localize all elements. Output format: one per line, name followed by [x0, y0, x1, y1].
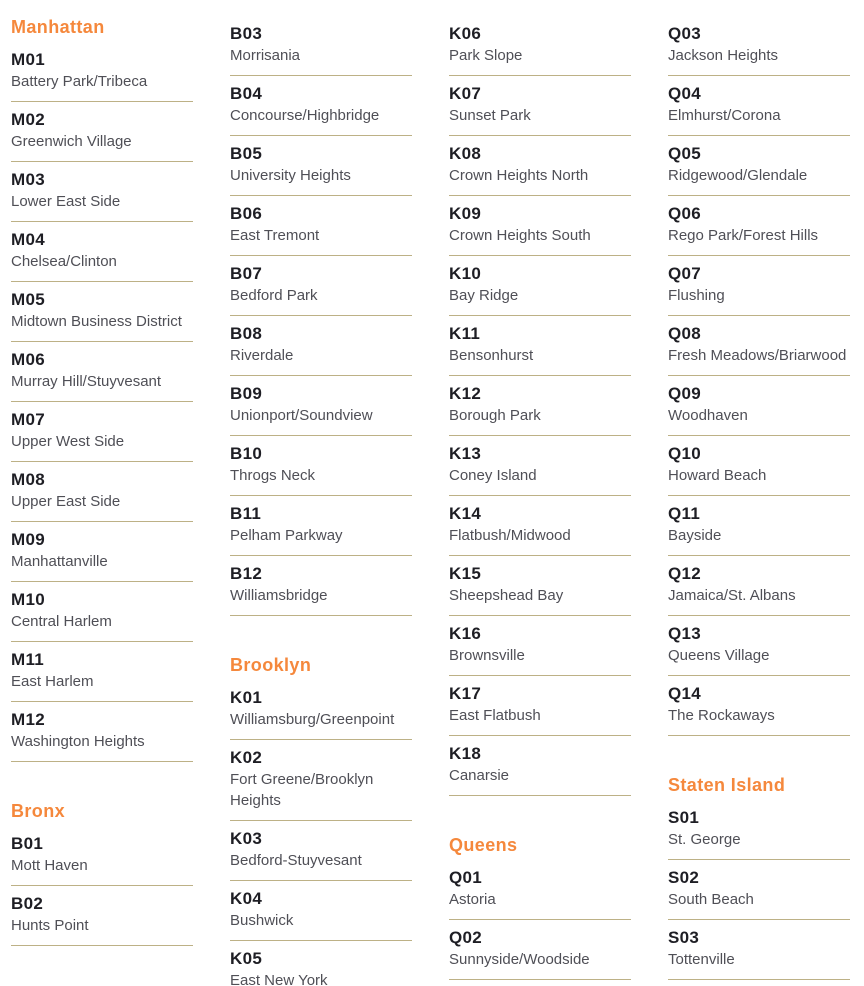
district-code: Q12 [668, 564, 702, 583]
district-code: B09 [230, 384, 263, 403]
district-name: Jackson Heights [668, 47, 779, 64]
district-item [668, 16, 850, 76]
district-code: K13 [449, 444, 482, 463]
district-name: East New York [230, 972, 328, 986]
district-item [449, 316, 631, 376]
district-name: Chelsea/Clinton [11, 253, 117, 270]
district-name: Morrisania [230, 47, 301, 64]
district-code: K17 [449, 684, 482, 703]
district-item [230, 16, 412, 76]
district-name: Bushwick [230, 912, 294, 929]
district-item [668, 376, 850, 436]
district-item [11, 102, 193, 162]
district-code: K14 [449, 504, 482, 523]
district-item [449, 556, 631, 616]
district-code: M02 [11, 110, 45, 129]
district-item [230, 821, 412, 881]
district-item [668, 920, 850, 980]
district-item [668, 860, 850, 920]
district-item [230, 136, 412, 196]
district-code: M06 [11, 350, 45, 369]
district-item [230, 256, 412, 316]
district-code: M09 [11, 530, 45, 549]
district-name: Midtown Business District [11, 313, 182, 330]
district-name: Williamsbridge [230, 587, 328, 604]
district-code: Q11 [668, 504, 701, 523]
district-item [668, 316, 850, 376]
district-code: K02 [230, 748, 263, 767]
district-name: Coney Island [449, 467, 537, 484]
district-code: K09 [449, 204, 482, 223]
district-name: Central Harlem [11, 613, 112, 630]
district-name: The Rockaways [668, 707, 775, 724]
district-item [449, 76, 631, 136]
borough-heading: Bronx [11, 801, 66, 821]
district-code: S01 [668, 808, 700, 827]
district-item [230, 376, 412, 436]
district-name: Sheepshead Bay [449, 587, 564, 604]
district-name: Throgs Neck [230, 467, 316, 484]
district-item [230, 680, 412, 740]
district-code: K07 [449, 84, 482, 103]
district-name: Murray Hill/Stuyvesant [11, 373, 162, 390]
district-item [230, 76, 412, 136]
district-name: Sunnyside/Woodside [449, 951, 590, 968]
district-name: Washington Heights [11, 733, 145, 750]
borough-heading: Queens [449, 835, 518, 855]
district-name: Upper West Side [11, 433, 125, 450]
district-item [449, 136, 631, 196]
district-name: Woodhaven [668, 407, 748, 424]
district-name: Lower East Side [11, 193, 121, 210]
district-name: Flushing [668, 287, 725, 304]
district-name: Elmhurst/Corona [668, 107, 781, 124]
district-item [11, 702, 193, 762]
borough-heading: Manhattan [11, 17, 105, 37]
district-item [449, 196, 631, 256]
district-code: K18 [449, 744, 482, 763]
district-name: Flatbush/Midwood [449, 527, 571, 544]
district-code: K04 [230, 889, 263, 908]
borough-heading: Staten Island [668, 775, 786, 795]
district-code: M03 [11, 170, 45, 189]
district-code: M07 [11, 410, 45, 429]
district-name: Jamaica/St. Albans [668, 587, 796, 604]
district-code: B02 [11, 894, 44, 913]
district-code: K08 [449, 144, 482, 163]
district-item [11, 462, 193, 522]
district-item [449, 736, 631, 796]
district-code: B12 [230, 564, 263, 583]
district-item [11, 826, 193, 886]
district-code: K05 [230, 949, 263, 968]
district-code: B11 [230, 504, 262, 523]
district-item [230, 556, 412, 616]
district-code: B04 [230, 84, 263, 103]
district-name: Upper East Side [11, 493, 121, 510]
district-code: B06 [230, 204, 263, 223]
district-item [449, 676, 631, 736]
district-item [668, 76, 850, 136]
district-name: Williamsburg/Greenpoint [230, 711, 395, 728]
district-name: Astoria [449, 891, 496, 908]
district-code: Q06 [668, 204, 702, 223]
district-code: K12 [449, 384, 482, 403]
district-item [11, 582, 193, 642]
district-item [668, 196, 850, 256]
district-name: East Flatbush [449, 707, 541, 724]
district-code: K01 [230, 688, 263, 707]
district-code: B05 [230, 144, 263, 163]
district-code: Q02 [449, 928, 483, 947]
district-code: B01 [11, 834, 44, 853]
district-name: Bedford-Stuyvesant [230, 852, 362, 869]
district-item [449, 920, 631, 980]
district-code: B03 [230, 24, 263, 43]
district-code: M12 [11, 710, 45, 729]
column-2 [230, 16, 412, 986]
column-4 [668, 16, 850, 980]
district-item [11, 222, 193, 282]
district-item [449, 16, 631, 76]
district-code: S03 [668, 928, 700, 947]
district-item [11, 162, 193, 222]
district-item [11, 642, 193, 702]
district-item [11, 402, 193, 462]
district-name: Crown Heights South [449, 227, 591, 244]
district-item [668, 676, 850, 736]
district-code: K06 [449, 24, 482, 43]
district-name: Sunset Park [449, 107, 531, 124]
district-item [230, 496, 412, 556]
district-code: K10 [449, 264, 482, 283]
district-item [668, 556, 850, 616]
district-name: Battery Park/Tribeca [11, 73, 148, 90]
district-name: University Heights [230, 167, 351, 184]
district-item [230, 740, 412, 821]
district-code: M05 [11, 290, 45, 309]
district-name: St. George [668, 831, 741, 848]
district-name: Rego Park/Forest Hills [668, 227, 819, 244]
district-item [668, 436, 850, 496]
district-item [668, 800, 850, 860]
district-code: M01 [11, 50, 45, 69]
district-item [230, 316, 412, 376]
district-item [449, 616, 631, 676]
district-code: M11 [11, 650, 45, 669]
district-code: K15 [449, 564, 482, 583]
district-name: Bedford Park [230, 287, 318, 304]
column-3 [449, 16, 631, 980]
district-item [11, 342, 193, 402]
district-item [668, 136, 850, 196]
district-name: East Harlem [11, 673, 94, 690]
district-name: South Beach [668, 891, 754, 908]
district-name: Tottenville [668, 951, 735, 968]
district-item [11, 886, 193, 946]
district-item [668, 496, 850, 556]
district-item [449, 436, 631, 496]
district-item [230, 196, 412, 256]
district-name: Hunts Point [11, 917, 89, 934]
district-code: M10 [11, 590, 45, 609]
district-name: Ridgewood/Glendale [668, 167, 808, 184]
district-code: K03 [230, 829, 263, 848]
district-code: S02 [668, 868, 700, 887]
district-name: Borough Park [449, 407, 541, 424]
district-item [11, 42, 193, 102]
district-name: Park Slope [449, 47, 523, 64]
district-name: Queens Village [668, 647, 770, 664]
district-item [668, 616, 850, 676]
district-code: Q01 [449, 868, 483, 887]
district-name: Manhattanville [11, 553, 108, 570]
district-item [449, 256, 631, 316]
district-code: B10 [230, 444, 263, 463]
district-code: M08 [11, 470, 45, 489]
district-item [11, 522, 193, 582]
district-item [449, 376, 631, 436]
district-code: Q04 [668, 84, 702, 103]
district-code: Q13 [668, 624, 702, 643]
district-code: Q05 [668, 144, 702, 163]
district-code: Q07 [668, 264, 702, 283]
district-item [230, 436, 412, 496]
district-item [449, 860, 631, 920]
district-name: Riverdale [230, 347, 294, 364]
district-name: Greenwich Village [11, 133, 132, 150]
district-name: Pelham Parkway [230, 527, 343, 544]
district-code: B08 [230, 324, 263, 343]
district-name: East Tremont [230, 227, 320, 244]
district-code: Q03 [668, 24, 702, 43]
district-name: Bensonhurst [449, 347, 534, 364]
district-name: Brownsville [449, 647, 525, 664]
district-name: Fresh Meadows/Briarwood [668, 347, 847, 364]
borough-heading: Brooklyn [230, 655, 312, 675]
district-code: K16 [449, 624, 482, 643]
district-name: Bay Ridge [449, 287, 519, 304]
district-name: Howard Beach [668, 467, 767, 484]
district-name: Mott Haven [11, 857, 88, 874]
district-name: Bayside [668, 527, 722, 544]
district-code: B07 [230, 264, 263, 283]
column-1 [11, 16, 193, 946]
district-name: Fort Greene/Brooklyn Heights [230, 771, 374, 809]
district-item [230, 881, 412, 941]
district-item [668, 256, 850, 316]
district-code: M04 [11, 230, 45, 249]
district-code: K11 [449, 324, 481, 343]
district-name: Canarsie [449, 767, 510, 784]
district-code: Q08 [668, 324, 702, 343]
district-item [230, 941, 412, 986]
district-item [11, 282, 193, 342]
district-name: Concourse/Highbridge [230, 107, 380, 124]
district-name: Crown Heights North [449, 167, 589, 184]
district-code: Q10 [668, 444, 702, 463]
district-code: Q09 [668, 384, 702, 403]
district-name: Unionport/Soundview [230, 407, 373, 424]
district-item [449, 496, 631, 556]
district-code: Q14 [668, 684, 702, 703]
